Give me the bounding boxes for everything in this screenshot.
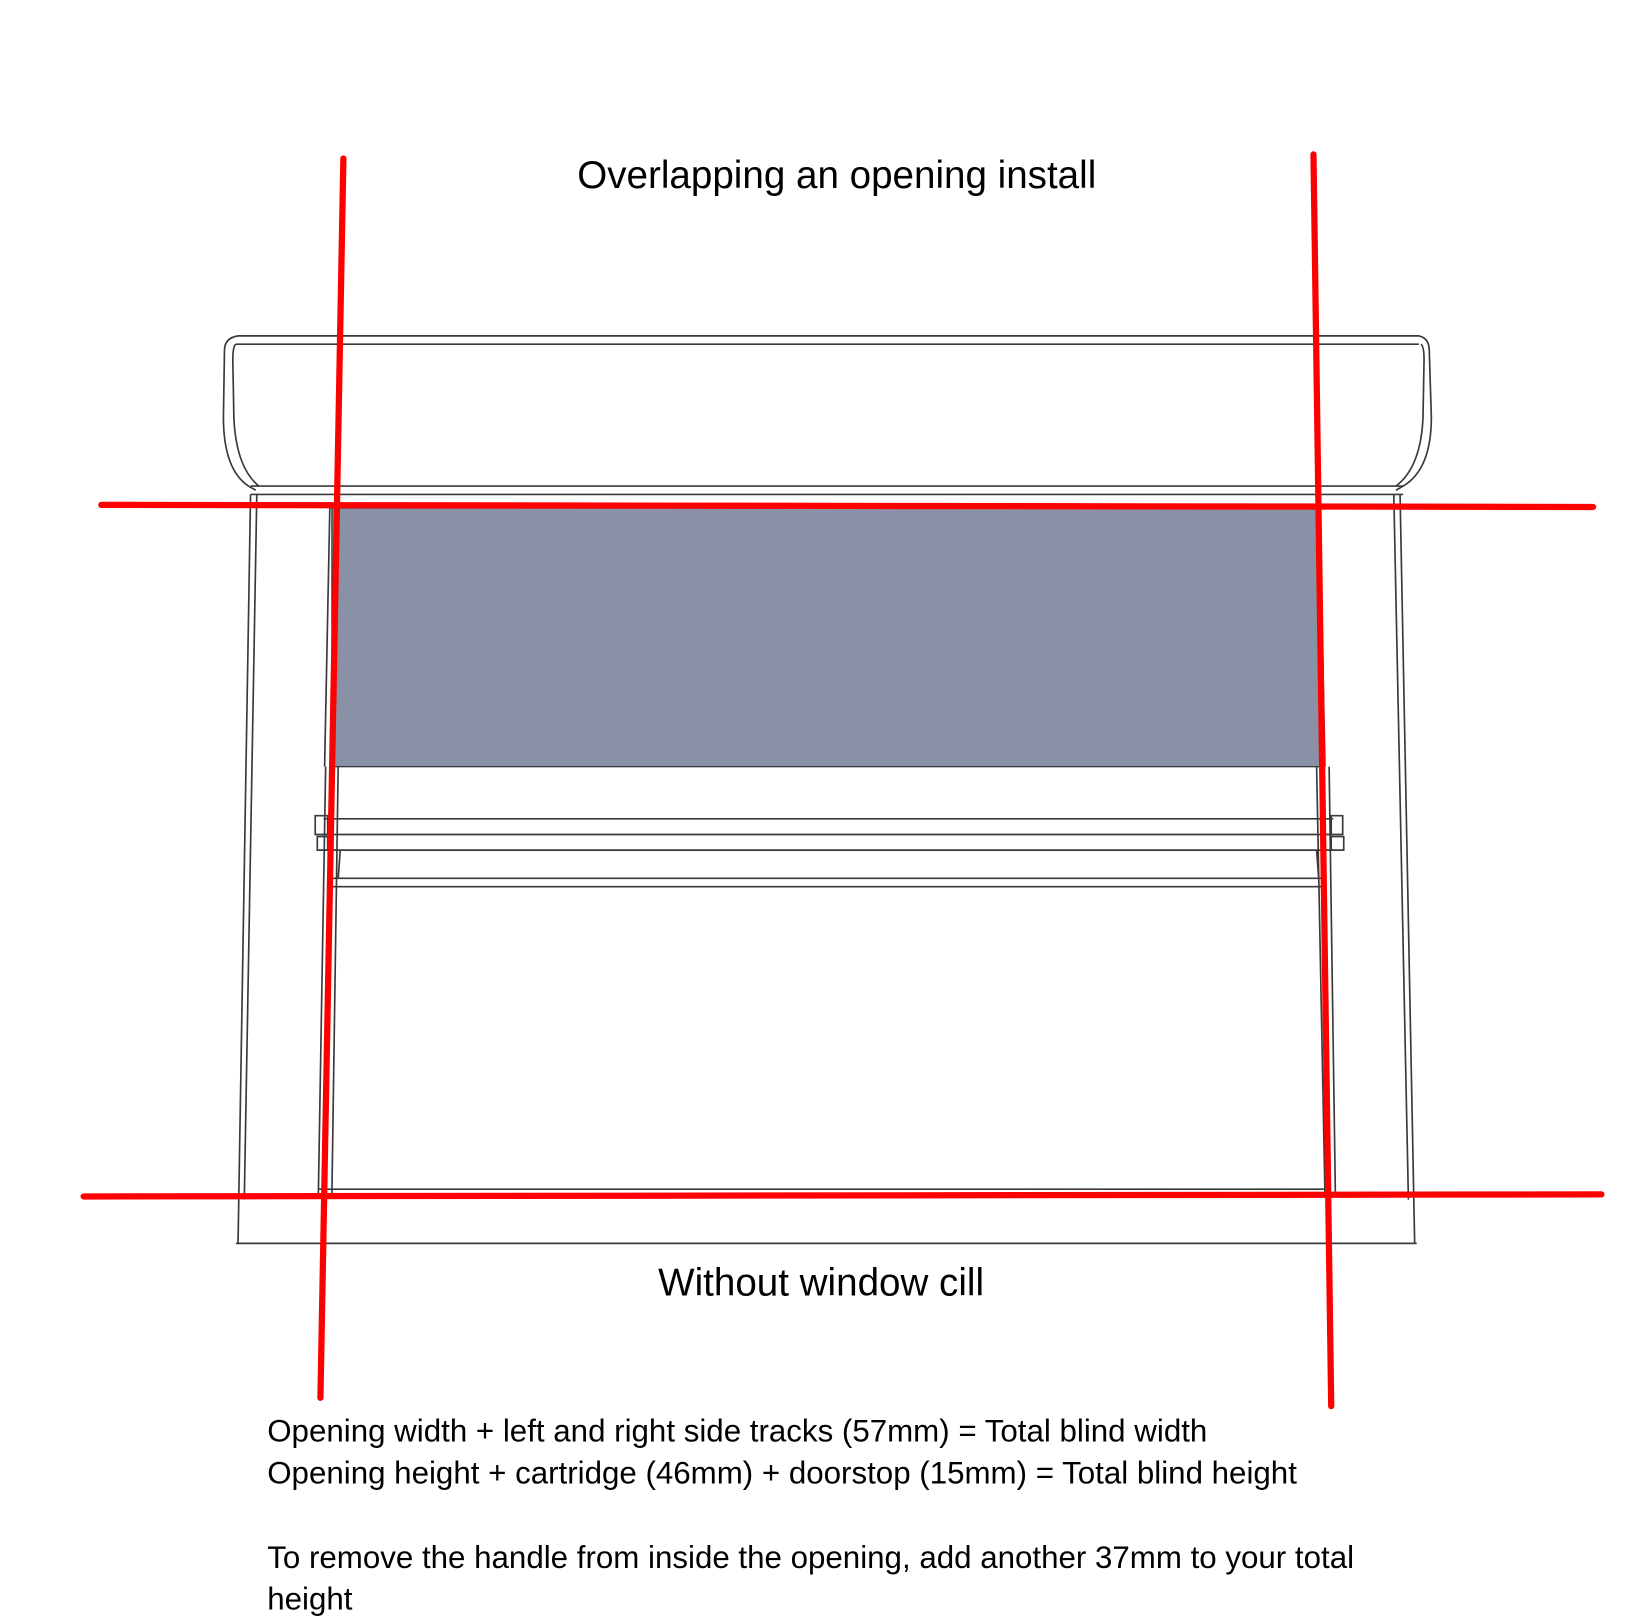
instruction-height: Opening height + cartridge (46mm) + doorstop (15mm) = Total blind height	[267, 1455, 1297, 1491]
side-tracks	[318, 767, 1335, 1195]
instruction-handle-cont: height	[267, 1581, 353, 1617]
top-measure-line	[101, 505, 1593, 507]
bottom-bar	[315, 816, 1344, 887]
blind-fabric	[332, 508, 1320, 767]
diagram-title: Overlapping an opening install	[577, 153, 1097, 197]
instruction-width: Opening width + left and right side tracks (57mm) = Total blind width	[267, 1413, 1208, 1449]
bottom-measure-line	[84, 1194, 1602, 1196]
cassette-headbox	[223, 336, 1431, 495]
instruction-handle: To remove the handle from inside the opening, add another 37mm to your total	[267, 1539, 1355, 1575]
diagram-subtitle: Without window cill	[658, 1261, 985, 1305]
measurement-lines	[84, 154, 1602, 1406]
